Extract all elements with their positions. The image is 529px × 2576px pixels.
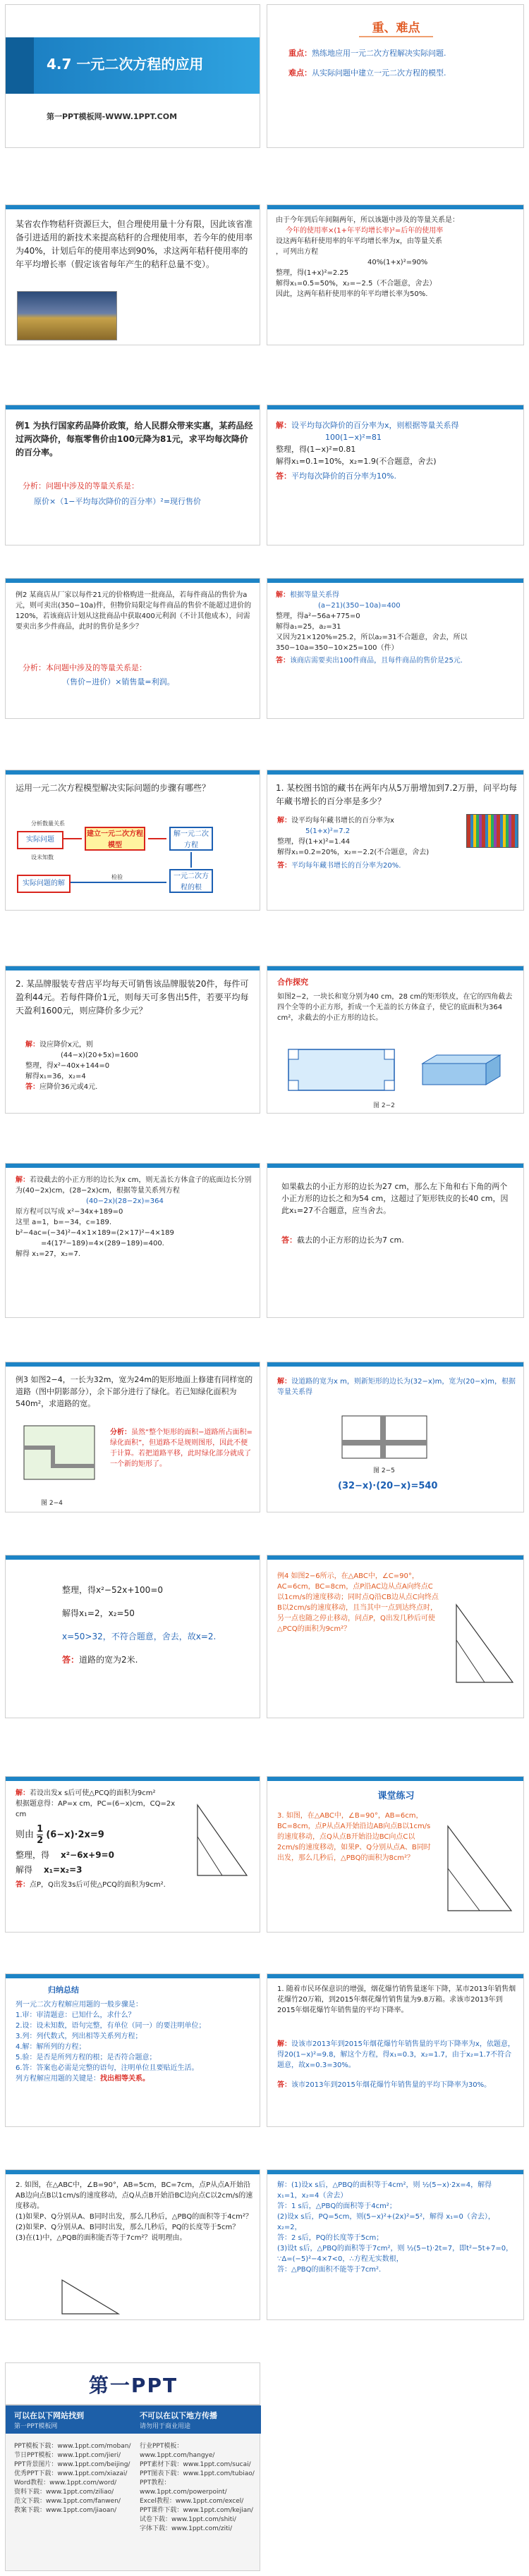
s11-eq1: (44−x)(20+5x)=1600 xyxy=(61,1052,138,1059)
s22-solve-label: 解： xyxy=(277,2040,291,2048)
s20-question: 3. 如图，在△ABC中，∠B=90°，AB=6cm，BC=8cm，点P从点A开始沿边AB向点B以1cm/s的速度移动，点Q从点B开始沿边BC向点C以2cm/s的速度移动，如果P、Q分别从点A、B同时出发，那么几秒后，△PBQ的面积为8cm²？ xyxy=(277,1812,431,1862)
slide-title-text: 4.7 一元二次方程的应用 xyxy=(47,56,204,73)
slide-example1 xyxy=(5,405,260,546)
s6-solve2-label: 解得 xyxy=(276,457,291,466)
s4-line1: 由于今年到后年间隔两年，所以该题中涉及的等量关系是： xyxy=(276,216,459,224)
s13-line6: 解得 x₁=27，x₂=7. xyxy=(16,1250,81,1258)
top-bar xyxy=(267,1974,523,1978)
s13-line1: 若设截去的小正方形的边长为x cm，则无盖长方体盒子的底面边长分别为(40−2x)cm，(28−2x)cm，根据等量关系列方程 xyxy=(16,1176,252,1195)
s21-line6: 5.验：是否是所列方程的根；是否符合题意； xyxy=(16,2054,157,2062)
slide-straw-solution xyxy=(267,204,524,345)
ex2-analysis: 分析：本问题中涉及的等量关系是： xyxy=(23,663,147,672)
s4-simplify-eq: (1+x)²=2.25 xyxy=(304,269,349,277)
step-box-solve: 解一元二次方程 xyxy=(169,827,213,851)
s16-figure-label: 图 2−5 xyxy=(373,1467,395,1474)
slide-explore xyxy=(267,966,524,1114)
c2-title: 不可以在以下地方传播 xyxy=(140,2411,217,2420)
zd-text: 熟练地应用一元二次方程解决实际问题. xyxy=(312,49,446,58)
s10-answer: 平均每年藏书增长的百分率为20%. xyxy=(291,862,401,870)
slide-example2 xyxy=(5,578,260,719)
s15-figure-label: 图 2−4 xyxy=(41,1500,63,1507)
s11-solve2-eq: x₁=36，x₂=4 xyxy=(39,1073,86,1080)
s8-solve2-eq: a₁=25，a₂=31 xyxy=(290,623,341,631)
s10-solve2-label: 解得 xyxy=(277,849,291,856)
s8-line2: 又因为21×120%=25.2，所以a₂=31不合题意，舍去，所以350−10a=350−10×25=100（件） xyxy=(276,634,468,652)
s17-answer-label: 答： xyxy=(62,1655,80,1665)
s10-solve2-eq: x₁=0.2=20%，x₂=−2.2(不合题意，舍去) xyxy=(291,849,430,856)
footer-link[interactable]: Word教程：www.1ppt.com/word/ xyxy=(14,2479,117,2486)
s19-answer: 点P，Q出发3s后可使△PCQ的面积为9cm². xyxy=(30,1881,166,1889)
s11-answer: 应降价36元或4元. xyxy=(39,1083,98,1091)
s21-line8: 列方程解应用题的关键是： xyxy=(16,2075,100,2083)
s24-line1: 解：(1)设x s后，△PBQ的面积等于4cm²，则 ½(5−x)·2x=4，解得 x₁=1，x₂=4（舍去） xyxy=(277,2181,492,2200)
s21-line2: 1.审：审清题意：已知什么，求什么？ xyxy=(16,2011,135,2019)
footer-link[interactable]: PPT课件下载：www.1ppt.com/kejian/ xyxy=(140,2507,253,2514)
s19-simplify-label: 整理，得 xyxy=(16,1850,50,1860)
step-box-model: 建立一元二次方程模型 xyxy=(85,827,145,851)
s8-answer: 该商店需要卖出100件商品，且每件商品的售价是25元. xyxy=(290,657,463,665)
s11-simplify-eq: x²−40x+144=0 xyxy=(54,1062,110,1070)
s8-simplify-label: 整理，得 xyxy=(276,612,304,620)
s24-line3: (2)设x s后，PQ=5cm，则(5−x)²+(2x)²=5²，解得 x₁=0（舍去），x₂=2， xyxy=(277,2213,495,2231)
s24-line5: (3)设t s后，△PBQ的面积等于7cm²，则 ½(5−t)·2t=7，即t²−5t+7=0，∵Δ=(−5)²−4×7<0，∴方程无实数根， xyxy=(277,2245,513,2263)
zd-label: 重点： xyxy=(288,49,312,58)
key-points-heading: 重、难点 xyxy=(372,21,420,35)
footer-link[interactable]: PPT模板下载：www.1ppt.com/moban/ xyxy=(14,2443,131,2450)
footer-link[interactable]: 行业PPT模板：www.1ppt.com/hangye/ xyxy=(140,2443,215,2459)
ex2-text: 例2 某商店从厂家以每件21元的价格购进一批商品，若每件商品的售价为a元，则可卖出(350−10a)件，但物价局限定每件商品的售价不能超过进价的120%，若该商店计划从这批商品中获取400元利润（不计其他成本），问需要卖出多少件商品，此时的售价是多少？ xyxy=(16,591,252,631)
arrow-left-icon xyxy=(71,882,166,883)
s10-answer-label: 答： xyxy=(277,862,291,870)
top-bar xyxy=(6,1777,260,1781)
slide-practice xyxy=(267,1776,524,1933)
s21-line5: 4.解：解所列的方程； xyxy=(16,2043,86,2051)
footer-link[interactable]: PPT图表下载：www.1ppt.com/tubiao/ xyxy=(140,2470,255,2477)
c2-sub: 请勿用于商业用途 xyxy=(140,2423,191,2430)
top-bar xyxy=(267,770,523,775)
s12-figure-label: 图 2−2 xyxy=(373,1102,395,1109)
s6-simplify-label: 整理，得 xyxy=(276,445,307,454)
s11-answer-label: 答： xyxy=(25,1083,39,1091)
road-strip xyxy=(380,1416,386,1458)
straw-problem-text: 某省农作物秸秆资源巨大，但合理使用量十分有限，因此该省准备引进适用的新技术来提高秸秆的合理使用率，若今年的使用率为40%，计划后年的使用率达到90%，求这两年秸秆使用率的年平均增长率（假定该省每年产生的秸秆总量不变）。 xyxy=(16,219,253,269)
top-bar xyxy=(267,1362,523,1367)
footer-link[interactable]: 字体下载：www.1ppt.com/ziti/ xyxy=(140,2525,233,2532)
segment-pq xyxy=(197,1837,222,1875)
step-box-roots: 一元二次方程的根 xyxy=(169,869,213,893)
s19-line3b: (6−x)·2x=9 xyxy=(46,1830,104,1840)
top-bar xyxy=(6,1555,260,1560)
s22-question: 1. 随着市民环保意识的增强，烟花爆竹销售量逐年下降，某市2013年销售烟花爆竹20万箱，到2015年烟花爆竹销售量为9.8万箱。求该市2013年到2015年烟花爆竹年销售量的平均下降率。 xyxy=(277,1985,516,2014)
s10-simplify-eq: (1+x)²=1.44 xyxy=(305,838,351,846)
corner-square xyxy=(288,1049,298,1059)
heading-underline xyxy=(359,36,433,37)
s8-simplify-eq: a²−56a+775=0 xyxy=(304,612,360,620)
new-rect-figure xyxy=(338,1412,444,1468)
s12-heading: 合作探究 xyxy=(277,978,308,987)
s6-solve-label: 解： xyxy=(276,421,291,430)
nd-label: 难点： xyxy=(288,68,312,78)
top-bar xyxy=(6,1362,260,1367)
footer-logo: 第一PPT xyxy=(88,2374,178,2397)
corner-square xyxy=(384,1080,394,1090)
s13-eq1: (40−2x)(28−2x)=364 xyxy=(86,1197,164,1205)
footer-link[interactable]: Excel教程：www.1ppt.com/excel/ xyxy=(140,2498,244,2505)
title-band-left xyxy=(6,37,34,94)
s4-line2: 今年的使用率×(1+年平均增长率)²=后年的使用率 xyxy=(286,227,444,235)
s8-eq1: (a−21)(350−10a)=400 xyxy=(318,602,401,610)
s17-solve-label: 解得 xyxy=(62,1608,80,1618)
slide-explore-answer xyxy=(267,1163,524,1318)
s10-solve-label: 解： xyxy=(277,817,291,825)
footer-link[interactable]: PPT教程：www.1ppt.com/powerpoint/ xyxy=(140,2479,227,2496)
top-bar xyxy=(267,2170,523,2174)
s19-solve2-label: 解得 xyxy=(16,1865,33,1875)
s21-line3: 2.设：设未知数，语句完整，有单位（同一）的要注明单位； xyxy=(16,2022,206,2030)
s20-heading: 课堂练习 xyxy=(377,1791,415,1801)
s16-solve-label: 解： xyxy=(277,1378,291,1386)
s6-line1: 设平均每次降价的百分率为x，则根据等量关系得 xyxy=(291,421,459,430)
s23-line1: 2. 如图，在△ABC中，∠B=90°，AB=5cm，BC=7cm，点P从点A开始沿AB边向点B以1cm/s的速度移动，点Q从点B开始沿BC边向点C以2cm/s的速度移动。 xyxy=(16,2181,253,2210)
s8-solve2-label: 解得 xyxy=(276,623,290,631)
s4-solve-eq: x₁=0.5=50%，x₂=−2.5（不合题意，舍去） xyxy=(290,280,437,288)
ex1-text: 例1 为执行国家药品降价政策，给人民群众带来实惠，某药品经过两次降价，每瓶零售价由100元降为81元，求平均每次降价的百分率。 xyxy=(16,421,253,457)
s17-line2: x=50>32，不符合题意，舍去，故x=2. xyxy=(62,1632,217,1641)
label-unknown: 设未知数 xyxy=(31,854,54,861)
slide-example3 xyxy=(5,1362,260,1512)
s11-solve-label: 解： xyxy=(25,1041,39,1049)
slide-summary xyxy=(5,1973,260,2127)
footer-link[interactable]: 教案下载：www.1ppt.com/jiaoan/ xyxy=(14,2507,117,2514)
segment-pq xyxy=(456,1640,485,1682)
road-figure xyxy=(20,1422,104,1499)
top-bar xyxy=(267,579,523,583)
sheet-figure xyxy=(281,1042,507,1099)
s6-answer: 平均每次降价的百分率为10%. xyxy=(291,472,396,481)
s8-solve-label: 解： xyxy=(276,591,290,599)
s8-line1: 根据等量关系得 xyxy=(290,591,339,599)
top-bar xyxy=(6,1164,260,1168)
s4-equation: 40%(1+x)²=90% xyxy=(367,259,428,266)
top-bar xyxy=(267,405,523,409)
s10-line2: 设平均每年藏书增长的百分率为x xyxy=(291,817,394,825)
s13-line3: 这里 a=1，b=−34，c=189. xyxy=(16,1219,112,1226)
top-bar xyxy=(6,2170,260,2174)
s14-answer: 截去的小正方形的边长为7 cm. xyxy=(297,1235,404,1245)
top-bar xyxy=(6,579,260,583)
s4-simplify-label: 整理，得 xyxy=(276,269,304,277)
triangle-figure xyxy=(55,2276,126,2318)
s12-text: 如图2−2，一块长和宽分别为40 cm，28 cm的矩形铁皮，在它的四角截去四个全等的小正方形，折成一个无盖的长方体盒子，使它的底面积为364 cm²，求截去的小正方形的边长。 xyxy=(277,993,513,1022)
slide-title xyxy=(5,4,260,148)
s8-answer-label: 答： xyxy=(276,657,290,665)
s14-text: 如果截去的小正方形的边长为27 cm，那么左下角和右下角的两个小正方形的边长之和为54 cm，这超过了矩形铁皮的长40 cm，因此x₁=27不合题意，应当舍去。 xyxy=(281,1182,509,1215)
label-analyze: 分析数量关系 xyxy=(31,820,65,827)
slide-steps xyxy=(5,770,260,911)
c1-title: 可以在以下网站找到 xyxy=(14,2411,84,2420)
s19-answer-label: 答： xyxy=(16,1881,30,1889)
slide-library xyxy=(267,770,524,911)
s4-answer: 因此，这两年秸秆使用率的年平均增长率为50%. xyxy=(276,290,428,298)
field-rect xyxy=(24,1426,95,1479)
s11-line2: 设应降价x元，则 xyxy=(39,1041,93,1049)
s11-simplify-label: 整理，得 xyxy=(25,1062,54,1070)
s6-answer-label: 答： xyxy=(276,472,291,481)
top-bar xyxy=(267,1555,523,1560)
footer-col-2 xyxy=(140,2442,256,2534)
s4-line3: 设这两年秸秆使用率的年平均增长率为x，由等量关系 xyxy=(276,238,442,245)
ex2-relation: （售价−进价）×销售量=利润。 xyxy=(62,677,175,686)
footer-link[interactable]: 试卷下载：www.1ppt.com/shiti/ xyxy=(140,2516,236,2523)
slide-example3-answer xyxy=(5,1555,260,1718)
triangle-figure xyxy=(441,1819,518,1918)
slide-key-points xyxy=(267,4,524,148)
slide-exercise2 xyxy=(5,2169,260,2320)
sheet-rect xyxy=(288,1049,394,1090)
footer-link[interactable]: 范文下载：www.1ppt.com/fanwen/ xyxy=(14,2498,121,2505)
footer-link[interactable]: PPT背景图片：www.1ppt.com/beijing/ xyxy=(14,2461,130,2468)
s19-line3: 则由 xyxy=(16,1830,35,1840)
s4-solve-label: 解得 xyxy=(276,280,290,288)
s22-answer-label: 答： xyxy=(277,2081,291,2089)
segment-pq xyxy=(448,1868,480,1911)
top-bar xyxy=(6,205,260,209)
s11-question: 2. 某品牌服装专营店平均每天可销售该品牌服装20件，每件可盈利44元。若每件降价1元，则每天可多售出5件，若要平均每天盈利1600元，则应降价多少元？ xyxy=(16,979,249,1016)
slide-example4 xyxy=(267,1555,524,1718)
s15-analysis: 虽然“整个矩形的面积−道路所占面积=绿化面积”，但道路不是规则图形，因此不便于计算。若把道路平移，此时绿化部分就成了一个新的矩形了。 xyxy=(110,1429,253,1468)
arrow-right-icon xyxy=(63,838,82,839)
slide-example3-solution xyxy=(267,1362,524,1512)
s22-solution: 设该市2013年到2015年烟花爆竹年销售量的平均下降率为x，依题意，得20(1−x)²=9.8，解这个方程，得x₁=0.3，x₂=1.7，由于x₂=1.7不符合题意，故x=0.3=30%。 xyxy=(277,2040,515,2069)
s17-simplify-label: 整理，得 xyxy=(62,1585,97,1595)
top-bar xyxy=(267,205,523,209)
footer-link[interactable]: 优秀PPT下载：www.1ppt.com/xiazai/ xyxy=(14,2470,128,2477)
s21-line4: 3.列：列代数式，列出相等关系列方程； xyxy=(16,2033,142,2040)
s23-line2: (1)如果P、Q分别从A、B同时出发，那么几秒后，△PBQ的面积等于4cm²？ xyxy=(16,2213,253,2221)
triangle-abc xyxy=(62,2280,118,2314)
slide-example2-solution xyxy=(267,578,524,719)
c1-sub: 第一PPT模板网 xyxy=(14,2423,58,2430)
steps-title: 运用一元二次方程模型解决实际问题的步骤有哪些？ xyxy=(16,783,211,793)
top-bar xyxy=(267,966,523,970)
s14-answer-label: 答： xyxy=(281,1235,297,1245)
s15-analysis-label: 分析： xyxy=(110,1429,131,1436)
s19-line1: 若设出发x s后可使△PCQ的面积为9cm² xyxy=(30,1789,156,1797)
s19-solve2-eq: x₁=x₂=3 xyxy=(44,1865,83,1875)
s22-answer: 该市2013年到2015年烟花爆竹年销售量的平均下降率为30%。 xyxy=(291,2081,492,2089)
footer-col-1 xyxy=(14,2442,134,2515)
s10-simplify-label: 整理，得 xyxy=(277,838,305,846)
frac-den: 2 xyxy=(37,1835,44,1846)
slide-exercise1 xyxy=(267,1973,524,2127)
slide-exercise2-solution xyxy=(267,2169,524,2320)
arrow-down-icon xyxy=(190,852,192,868)
s6-simplify-eq: (1−x)²=0.81 xyxy=(307,445,356,454)
s16-line1: 设道路的宽为x m，则新矩形的边长为(32−x)m，宽为(20−x)m，根据等量关系得 xyxy=(277,1378,516,1396)
s13-line2: 原方程可以写成 x²−34x+189=0 xyxy=(16,1208,123,1216)
s18-question: 例4 如图2−6所示，在△ABC中，∠C=90°，AC=6cm，BC=8cm，点P沿AC边从点A向终点C以1cm/s的速度移动；同时点Q沿CB边从点C向终点B以2cm/s的速度移动，且当其中一点到达终点时，另一点也随之停止移动，问点P，Q出发几秒后可使△PCQ的面积为9cm²？ xyxy=(277,1572,439,1633)
s24-line4: 答：2 s后，PQ的长度等于5cm； xyxy=(277,2234,384,2242)
step-box-solution: 实际问题的解 xyxy=(17,875,71,893)
footer-info xyxy=(5,2405,260,2571)
triangle-figure xyxy=(449,1598,520,1689)
nd-text: 从实际问题中建立一元二次方程的模型. xyxy=(312,68,446,78)
slide-example4-solution xyxy=(5,1776,260,1933)
farm-photo xyxy=(17,291,117,340)
footer-link[interactable]: PPT素材下载：www.1ppt.com/sucai/ xyxy=(140,2461,251,2468)
triangle-abc xyxy=(456,1605,513,1682)
s19-solve-label: 解： xyxy=(16,1789,30,1797)
s6-eq1: 100(1−x)²=81 xyxy=(325,433,382,442)
s19-line2: 根据题意得：AP=x cm，PC=(6−x)cm，CQ=2x cm xyxy=(16,1800,176,1818)
corner-square xyxy=(384,1049,394,1059)
triangle-abc xyxy=(197,1805,247,1875)
s24-line2: 答：1 s后，△PBQ的面积等于4cm²； xyxy=(277,2202,396,2210)
ex1-relation: 原价×（1−平均每次降价的百分率）²=现行售价 xyxy=(34,497,202,506)
slide-clothing xyxy=(5,966,260,1114)
s11-solve2-label: 解得 xyxy=(25,1073,39,1080)
footer-link[interactable]: 节日PPT模板：www.1ppt.com/jieri/ xyxy=(14,2452,121,2459)
s21-line7: 6.答：答案也必需是完整的语句，注明单位且要贴近生活。 xyxy=(16,2064,199,2072)
s23-line3: (2)如果P、Q分别从A、B同时出发，那么几秒后，PQ的长度等于5cm？ xyxy=(16,2224,240,2231)
s13-line5: =4(17²−189)=4×(289−189)=400. xyxy=(41,1240,164,1247)
s16-equation: (32−x)·(20−x)=540 xyxy=(338,1481,438,1491)
top-bar xyxy=(6,966,260,970)
s6-solve2-eq: x₁=0.1=10%，x₂=1.9(不合题意，舍去) xyxy=(291,457,437,466)
s15-question: 例3 如图2−4，一长为32m，宽为24m的矩形地面上修建有同样宽的道路（图中阴影部分），余下部分进行了绿化。若已知绿化面积为540m²，求道路的宽。 xyxy=(16,1375,253,1408)
s13-line4: b²−4ac=(−34)²−4×1×189=(2×17)²−4×189 xyxy=(16,1229,174,1237)
ex1-analysis: 分析：问题中涉及的等量关系是： xyxy=(23,481,139,491)
s10-eq1: 5(1+x)²=7.2 xyxy=(305,827,351,835)
top-bar xyxy=(267,1164,523,1168)
s17-simplify-eq: x²−52x+100=0 xyxy=(96,1585,164,1595)
triangle-abc xyxy=(448,1826,511,1911)
top-bar xyxy=(6,1974,260,1978)
label-verify: 检验 xyxy=(111,874,123,880)
box-front xyxy=(422,1064,486,1085)
triangle-figure xyxy=(190,1798,254,1882)
footer-banner xyxy=(5,2362,260,2405)
s13-solve-label: 解： xyxy=(16,1176,30,1184)
s23-line4: (3)在(1)中，△PQB的面积能否等于7cm²？说明理由。 xyxy=(16,2234,187,2242)
s17-answer: 道路的宽为2米. xyxy=(79,1655,138,1665)
s24-line6: 答：△PBQ的面积不能等于7cm². xyxy=(277,2266,382,2274)
s10-question: 1. 某校图书馆的藏书在两年内从5万册增加到7.2万册，问平均每年藏书增长的百分率是多少？ xyxy=(276,783,517,806)
s21-key: 找出相等关系。 xyxy=(100,2075,150,2083)
bookshelf-photo xyxy=(466,814,518,848)
s17-solve-eq: x₁=2，x₂=50 xyxy=(79,1608,135,1618)
s21-line1: 列一元二次方程解应用题的一般步骤是： xyxy=(16,2001,142,2009)
slide-explore-solution xyxy=(5,1163,260,1318)
slide-straw-problem xyxy=(5,204,260,345)
arrow-right-icon xyxy=(148,838,166,839)
top-bar xyxy=(6,405,260,409)
top-bar xyxy=(267,1777,523,1781)
step-box-real-problem: 实际问题 xyxy=(17,831,63,849)
frac-num: 1 xyxy=(37,1824,44,1835)
top-bar xyxy=(6,770,260,775)
corner-square xyxy=(288,1080,298,1090)
footer-link[interactable]: 资料下载：www.1ppt.com/ziliao/ xyxy=(14,2489,114,2496)
s19-simplify-eq: x²−6x+9=0 xyxy=(61,1850,114,1860)
s4-line4: ，可列出方程 xyxy=(276,248,318,256)
site-text: 第一PPT模板网-WWW.1PPT.COM xyxy=(47,112,178,121)
s21-heading: 归纳总结 xyxy=(48,1985,79,1995)
slide-example1-solution xyxy=(267,405,524,546)
